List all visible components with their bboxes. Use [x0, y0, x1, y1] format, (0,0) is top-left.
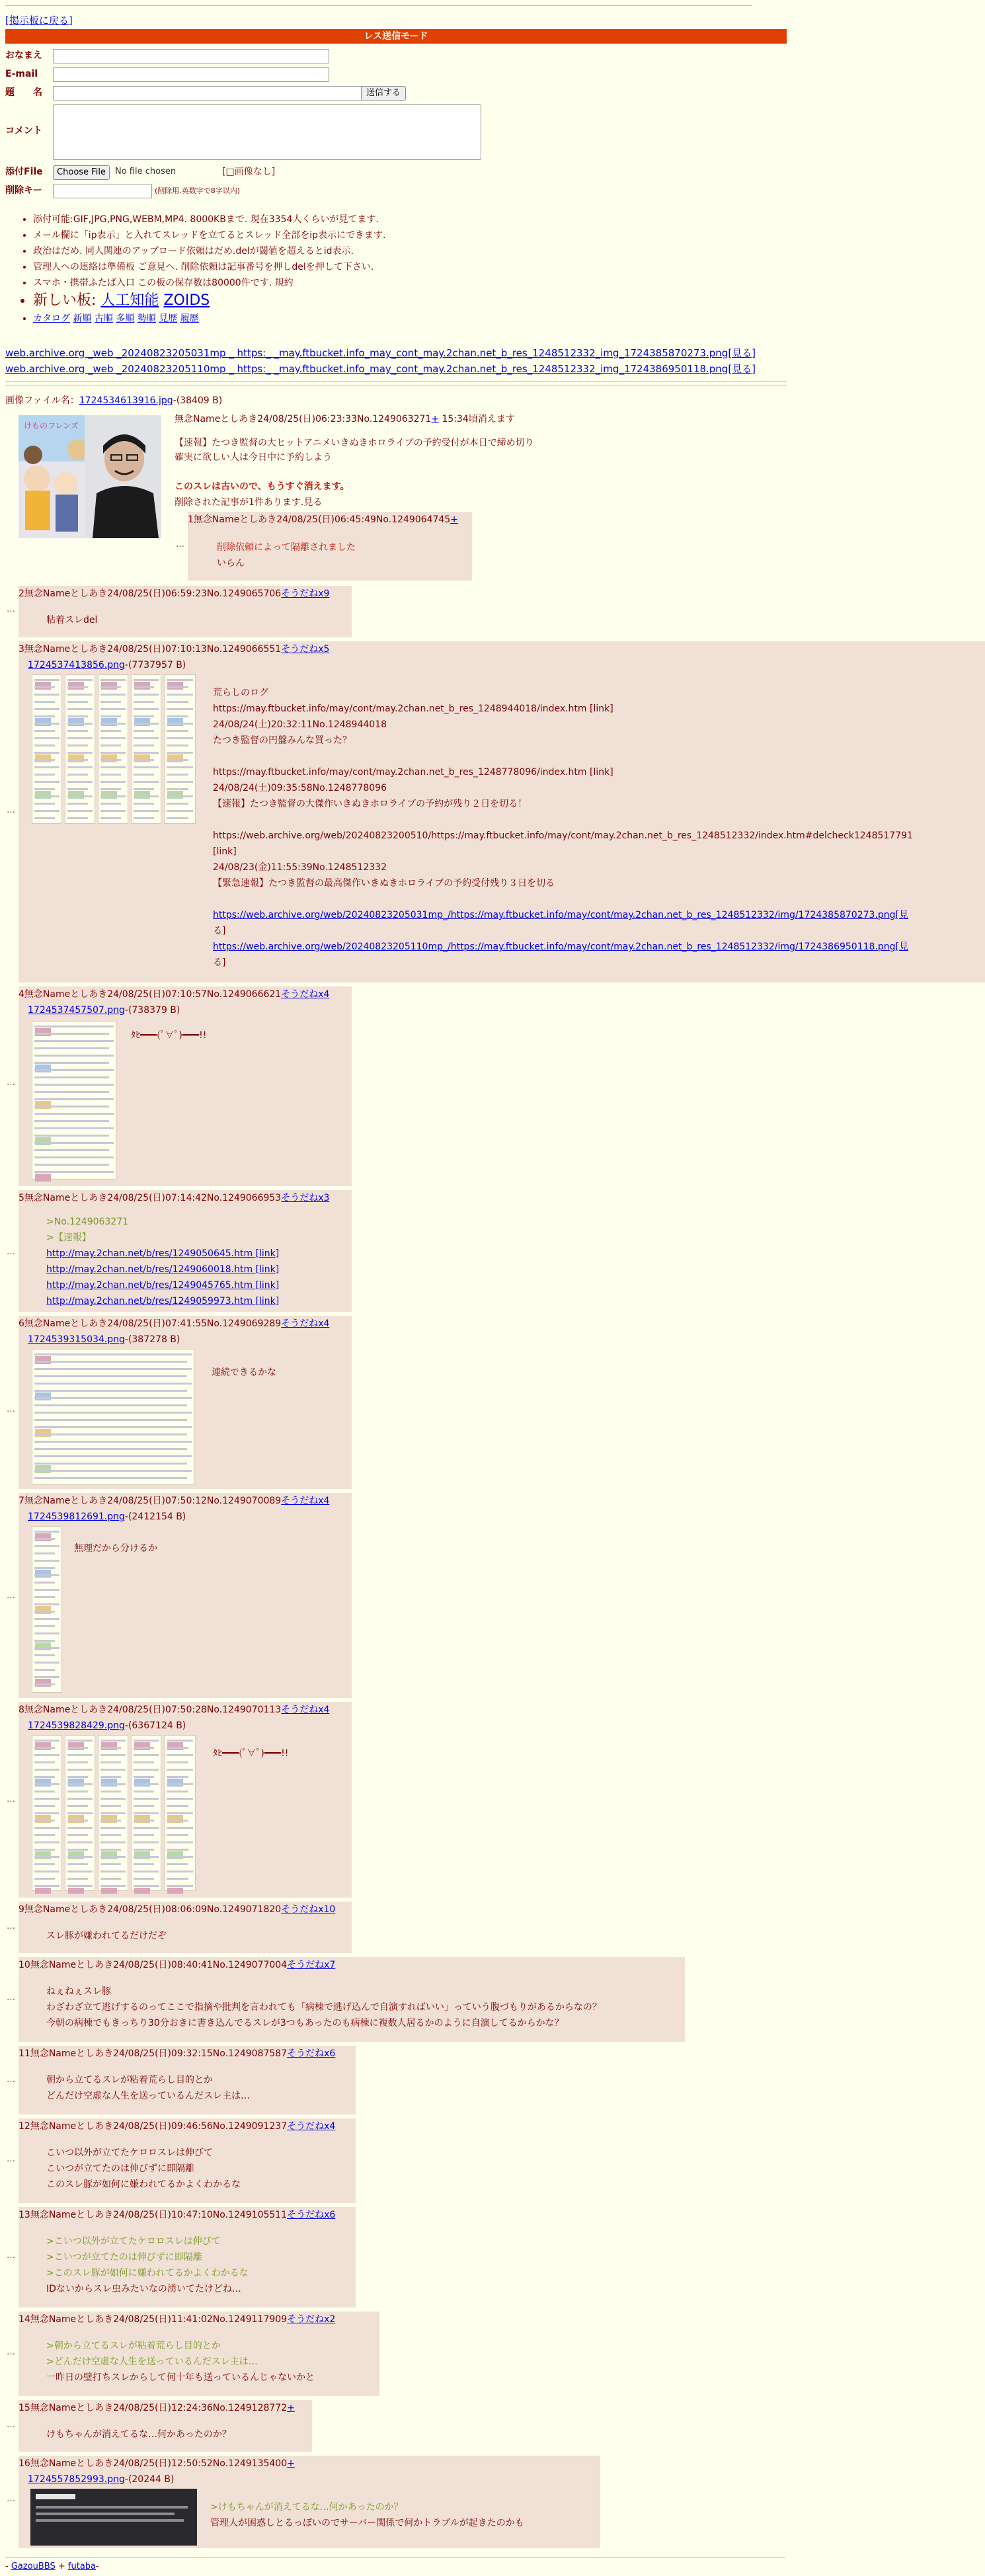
reply-line: 今朝の病棟でもきっちり30分おきに書き込んでるスレが3つもあったのも病棟に複数人居るかのように自演してるからかな？	[46, 2018, 564, 2029]
delkey-hint: (削除用.英数字で8字以内)	[155, 186, 241, 195]
reply-post	[19, 2118, 356, 2203]
quote-line: >こいつ以外が立てたケロロスレは伸びて	[46, 2236, 221, 2247]
reply-line: 管理人が困惑しとるっぽいのでサーバー関係で何かトラブルが起きたのかも	[210, 2518, 524, 2528]
sodane-button[interactable]: そうだねx6	[287, 2048, 336, 2059]
quote-line: >けもちゃんが消えてるな…何かあったのか？	[210, 2502, 403, 2513]
catalog-link[interactable]: カタログ	[33, 313, 70, 324]
svg-text:けものフレンズ: けものフレンズ	[24, 421, 79, 430]
footer	[5, 2560, 99, 2573]
plus-link[interactable]: +	[450, 514, 458, 525]
reply-post	[19, 1190, 352, 1312]
file-label: 添付File	[5, 167, 43, 177]
footer-end: -	[96, 2561, 99, 2571]
reply-post	[19, 1493, 352, 1698]
file-status: No file chosen	[115, 167, 177, 177]
reply-line: けもちゃんが消えてるな…何かあったのか？	[46, 2429, 231, 2440]
sort-old-link[interactable]: 古順	[94, 313, 113, 324]
reply-line: 【速報】たつき監督の大傑作いきぬきホロライブの予約が残り２日を切る！	[213, 799, 528, 809]
file-row	[5, 165, 50, 180]
deleted-reply	[188, 512, 472, 581]
reply-line: る]	[213, 926, 226, 936]
reply-post	[19, 2400, 312, 2452]
reply-post	[19, 2046, 356, 2114]
top-divider	[5, 5, 752, 6]
reply-header: 3無念Nameとしあき24/08/25(日)07:10:13No.1249066551	[19, 644, 282, 655]
sodane-button[interactable]: そうだねx6	[287, 2210, 336, 2220]
quote-line: >No.1249063271	[46, 1217, 129, 1227]
reply-line: 一昨日の壁打ちスレからして何十年も送っているんじゃないかと	[46, 2372, 315, 2383]
reply-line: どんだけ空虚な人生を送っているんだスレ主は…	[46, 2091, 250, 2101]
reply-line: たつき監督の円盤みんな買った？	[213, 735, 352, 746]
op-header-text: 無念Nameとしあき24/08/25(日)06:23:33No.1249063271	[175, 414, 432, 424]
reply-header: 10無念Nameとしあき24/08/25(日)08:40:41No.1249077004	[19, 1960, 288, 1970]
quote-line: >こいつが立てたのは伸びずに即隔離	[46, 2252, 202, 2263]
reply-line: 荒らしのログ	[213, 688, 268, 698]
op-file-label: 画像ファイル名：	[5, 395, 79, 406]
op-thumbnail[interactable]	[19, 415, 161, 538]
reply-header: 13無念Nameとしあき24/08/25(日)10:47:10No.1249105511	[19, 2210, 288, 2220]
return-to-board-link[interactable]: [掲示板に戻る]	[5, 15, 73, 26]
op-plus-link[interactable]: +	[431, 414, 440, 424]
reply-line: わざわざ立て逃げするのってここで指摘や批判を言われても「病棟で逃げ込んで自演すればいい」っていう腹づもりがあるからなの？	[46, 2002, 602, 2013]
futaba-link[interactable]: futaba	[67, 2561, 97, 2571]
no-image-checkbox[interactable]: [□画像なし]	[222, 167, 276, 177]
comment-label: コメント	[5, 126, 42, 136]
reply-file-size: -(6367124 B)	[124, 1720, 186, 1731]
reply-post	[19, 1316, 352, 1489]
reply-line: 【緊急速報】たつき監督の最高傑作いきぬきホロライブの予約受付残り３日を切る	[213, 878, 555, 889]
reply-header: 15無念Nameとしあき24/08/25(日)12:24:36No.1249128772	[19, 2403, 288, 2413]
reply-line: 連続できるかな	[212, 1367, 276, 1378]
sodane-button[interactable]: そうだねx5	[281, 644, 330, 655]
reply-header: 9無念Nameとしあき24/08/25(日)08:06:09No.1249071820	[19, 1904, 282, 1915]
reply-file-size: -(2412154 B)	[124, 1511, 186, 1522]
sodane-button[interactable]: そうだねx4	[287, 2121, 336, 2132]
footer-divider	[5, 2557, 785, 2558]
board-notes	[33, 212, 385, 327]
reply-line: 粘着スレdel	[46, 615, 98, 625]
reply-post	[19, 1957, 685, 2042]
sodane-button[interactable]: そうだねx2	[287, 2314, 336, 2325]
reply-body	[213, 685, 913, 971]
reply-thumbnail[interactable]	[30, 1734, 198, 1894]
comment-textarea[interactable]	[53, 104, 481, 160]
reply-post	[19, 1902, 352, 1953]
reply-file-size: -(387278 B)	[124, 1334, 180, 1345]
footer-separator: +	[55, 2561, 68, 2571]
reply-line: ﾀﾋ━━━(ﾟ∀ﾟ)━━━!!	[213, 1748, 289, 1759]
old-thread-warning: このスレは古いので、もうすぐ消えます。	[175, 481, 350, 492]
archive-link[interactable]: https://web.archive.org/web/20240823205110mp_/https://may.ftbucket.info/may/cont/may.2chan.net_b_res_1248512332/img/1724386950118.png[見	[213, 942, 908, 952]
reply-line: 24/08/24(土)09:35:58No.1248778096	[213, 783, 387, 793]
sodane-button[interactable]: そうだねx4	[281, 989, 330, 1000]
new-boards-label: 新しい板:	[33, 292, 97, 309]
reply-line: いらん	[217, 558, 245, 569]
reply-file-size: -(738379 B)	[124, 1005, 180, 1016]
subject-row	[5, 86, 50, 101]
reply-file-size: -(7737957 B)	[124, 660, 186, 670]
reply-post	[19, 1702, 352, 1898]
catalog-links-item	[33, 311, 385, 327]
sodane-button[interactable]: そうだねx4	[281, 1496, 330, 1506]
reply-line: ﾀﾋ━━━(ﾟ∀ﾟ)━━━!!	[131, 1030, 207, 1041]
thread-link[interactable]: http://may.2chan.net/b/res/1249045765.htm [link]	[46, 1280, 280, 1291]
reply-line: IDないからスレ虫みたいなの湧いてたけどね…	[46, 2284, 241, 2294]
op-image-art	[19, 415, 161, 538]
reply-header: 6無念Nameとしあき24/08/25(日)07:41:55No.1249069289	[19, 1318, 282, 1329]
reply-file-size: -(20244 B)	[124, 2474, 175, 2485]
note-item: • スマホ・携帯ふたば入口 この板の保存数は80000件です. 規約	[33, 275, 385, 291]
email-input[interactable]	[53, 67, 329, 82]
reply-header: 7無念Nameとしあき24/08/25(日)07:50:12No.1249070089	[19, 1496, 282, 1506]
name-label: おなまえ	[5, 50, 42, 61]
reply-post	[19, 586, 352, 637]
deleted-message: 削除依頼によって隔離されました	[217, 542, 356, 553]
reply-line: https://may.ftbucket.info/may/cont/may.2chan.net_b_res_1248944018/index.htm [link]	[213, 704, 613, 714]
reply-header: 12無念Nameとしあき24/08/25(日)09:46:56No.1249091237	[19, 2121, 288, 2132]
new-boards-item	[33, 291, 385, 311]
reply-line: https://web.archive.org/web/20240823200510/https://may.ftbucket.info/may/cont/may.2chan.net_b_res_1248512332/index.htm#delcheck1248517791	[213, 830, 913, 841]
note-item: • 政治はだめ. 同人関連のアップロード依頼はだめ.delが閾値を超えるとid表示.	[33, 243, 385, 259]
quote-line: >【速報】	[46, 1232, 91, 1243]
reply-line: このスレ豚が如何に嫌われてるかよくわかるな	[46, 2179, 241, 2190]
reply-post	[19, 986, 352, 1186]
reply-post	[19, 2207, 356, 2308]
note-item: • 添付可能:GIF,JPG,PNG,WEBM,MP4. 8000KBまで. 現在3354人くらいが見てます.	[33, 212, 385, 227]
archive-link[interactable]: web.archive.org _web _20240823205110mp _ https:_ _may.ftbucket.info_may_cont_may.2chan.net_b_res_1248512332_img_1724386950118.png[見る]	[5, 363, 756, 375]
archive-divider	[5, 381, 787, 382]
reply-file-link[interactable]: 1724539828429.png	[28, 1720, 125, 1731]
reply-header-text: 1無念Nameとしあき24/08/25(日)06:45:49No.1249064745	[188, 514, 451, 525]
archive-link[interactable]: web.archive.org _web _20240823205031mp _ https:_ _may.ftbucket.info_may_cont_may.2chan.net_b_res_1248512332_img_1724385870273.png[見る]	[5, 347, 756, 359]
op-body-line: 確実に欲しい人は今日中に予約しよう	[175, 452, 332, 463]
email-label: E-mail	[5, 69, 38, 79]
delkey-row	[5, 184, 50, 198]
reply-header: 5無念Nameとしあき24/08/25(日)07:14:42No.1249066953	[19, 1193, 282, 1203]
quote-line: >このスレ豚が如何に嫌われてるかよくわかるな	[46, 2268, 249, 2278]
quote-line: >朝から立てるスレが粘着荒らし目的とか	[46, 2341, 221, 2351]
reply-header: 4無念Nameとしあき24/08/25(日)07:10:57No.1249066621	[19, 989, 282, 1000]
reply-line: 無理だから分けるか	[74, 1543, 157, 1554]
reply-post	[19, 641, 985, 983]
reply-line: こいつ以外が立てたケロロスレは伸びて	[46, 2148, 213, 2158]
sort-momentum-link[interactable]: 勢順	[137, 313, 156, 324]
delkey-input[interactable]	[53, 184, 152, 198]
reply-line: る]	[213, 957, 226, 968]
footer-dash: -	[5, 2561, 11, 2571]
op-expire: 15:34頃消えます	[442, 414, 515, 424]
email-row	[5, 67, 50, 82]
deleted-note[interactable]: 削除された記事が1件あります.見る	[175, 497, 323, 508]
thread-link[interactable]: http://may.2chan.net/b/res/1249059973.htm [link]	[46, 1296, 280, 1307]
note-item: • メール欄に「ip表示」と入れてスレッドを立てるとスレッド全部をip表示にできます.	[33, 227, 385, 243]
reply-thumbnail[interactable]	[30, 1020, 119, 1182]
reply-thumbnail[interactable]	[30, 1525, 63, 1694]
name-row	[5, 49, 50, 63]
reply-header: 11無念Nameとしあき24/08/25(日)09:32:15No.1249087587	[19, 2048, 288, 2059]
board-link-ai[interactable]: 人工知能	[100, 292, 159, 309]
reply-post	[19, 2456, 600, 2548]
sodane-button[interactable]: そうだねx4	[281, 1318, 330, 1329]
plus-link[interactable]: +	[287, 2458, 295, 2469]
thread-link[interactable]: http://may.2chan.net/b/res/1249060018.htm [link]	[46, 1264, 280, 1275]
plus-link[interactable]: +	[287, 2403, 295, 2413]
thread-link[interactable]: http://may.2chan.net/b/res/1249050645.htm [link]	[46, 1248, 280, 1259]
reply-thumbnail[interactable]	[30, 2489, 197, 2546]
sodane-button[interactable]: そうだねx4	[281, 1705, 330, 1715]
quote-line: >どんだけ空虚な人生を送っているんだスレ主は…	[46, 2356, 258, 2367]
subject-label: 題 名	[5, 87, 42, 98]
reply-header	[188, 512, 458, 528]
sort-many-link[interactable]: 多順	[116, 313, 135, 324]
board-link-zoids[interactable]: ZOIDS	[163, 292, 210, 309]
op-body-line: 【速報】たつき監督の大ヒットアニメいきぬきホロライブの予約受付が本日で締め切り	[175, 438, 534, 448]
sodane-button[interactable]: そうだねx10	[281, 1904, 336, 1915]
history-link[interactable]: 履歴	[180, 313, 199, 324]
reply-thumbnail[interactable]	[30, 673, 198, 826]
reply-line: [link]	[213, 846, 237, 857]
reply-file-link[interactable]: 1724539315034.png	[28, 1334, 125, 1345]
choose-file-button[interactable]: Choose File	[53, 165, 110, 180]
op-file-link[interactable]: 1724534613916.jpg	[79, 395, 173, 406]
subject-input[interactable]	[53, 86, 364, 101]
reply-file-link[interactable]: 1724537457507.png	[28, 1005, 125, 1016]
note-item: • 管理人への連絡は準備板 ご意見へ. 削除依頼は記事番号を押しdelを押して下さい.	[33, 259, 385, 275]
reply-header: 16無念Nameとしあき24/08/25(日)12:50:52No.1249135400	[19, 2458, 288, 2469]
reply-line: 24/08/23(金)11:55:39No.1248512332	[213, 862, 387, 873]
reply-header: 2無念Nameとしあき24/08/25(日)06:59:23No.1249065706	[19, 588, 282, 599]
sodane-button[interactable]: そうだねx3	[281, 1193, 330, 1203]
reply-line: 24/08/24(土)20:32:11No.1248944018	[213, 719, 387, 730]
reply-file-link[interactable]: 1724557852993.png	[28, 2474, 125, 2485]
name-input[interactable]	[53, 49, 329, 63]
reply-file-link[interactable]: 1724537413856.png	[28, 660, 125, 670]
reply-line: スレ豚が嫌われてるだけだぞ	[46, 1931, 167, 1941]
archive-link[interactable]: https://web.archive.org/web/20240823205031mp_/https://may.ftbucket.info/may/cont/may.2chan.net_b_res_1248512332/img/1724385870273.png[見	[213, 910, 908, 920]
reply-line: 朝から立てるスレが粘着荒らし目的とか	[46, 2075, 213, 2085]
sodane-button[interactable]: そうだねx7	[287, 1960, 336, 1970]
sort-new-link[interactable]: 新順	[73, 313, 92, 324]
view-history-link[interactable]: 見歴	[159, 313, 178, 324]
gazoubbs-link[interactable]: GazouBBS	[11, 2561, 56, 2571]
reply-line: https://may.ftbucket.info/may/cont/may.2chan.net_b_res_1248778096/index.htm [link]	[213, 767, 613, 778]
archive-links	[5, 345, 756, 377]
op-header	[175, 413, 515, 427]
reply-header: 8無念Nameとしあき24/08/25(日)07:50:28No.1249070113	[19, 1705, 282, 1715]
reply-line: こいつが立てたのは伸びずに即隔離	[46, 2163, 194, 2174]
reply-line: ねぇねぇスレ豚	[46, 1986, 111, 1997]
reply-file-link[interactable]: 1724539812691.png	[28, 1511, 125, 1522]
reply-post	[19, 2312, 379, 2396]
sodane-button[interactable]: そうだねx9	[281, 588, 330, 599]
comment-row	[5, 124, 50, 139]
op-file-line	[5, 394, 222, 409]
op-file-size: -(38409 B)	[173, 395, 223, 406]
op-body	[175, 436, 534, 465]
reply-mode-bar: レス送信モード	[5, 29, 787, 44]
delkey-label: 削除キー	[5, 185, 42, 196]
reply-thumbnail[interactable]	[30, 1348, 196, 1486]
reply-header: 14無念Nameとしあき24/08/25(日)11:41:02No.1249117909	[19, 2314, 288, 2325]
submit-button[interactable]: 送信する	[361, 86, 406, 101]
